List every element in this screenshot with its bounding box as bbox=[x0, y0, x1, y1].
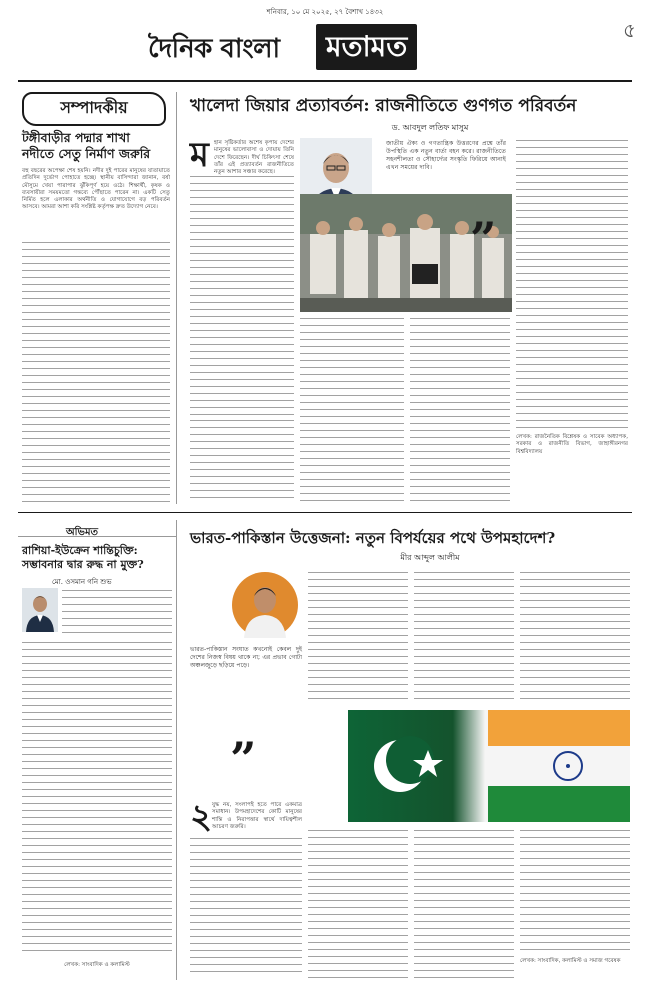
opinion-author: মো. ওসমান গনি শুভ bbox=[52, 578, 112, 586]
lead-col-4 bbox=[516, 140, 628, 430]
opinion-caption: লেখক: সাংবাদিক ও কলামিস্ট bbox=[64, 962, 130, 968]
lead-dropcap: ম bbox=[190, 135, 209, 175]
editorial-headline: টঙ্গীবাড়ীর পদ্মার শাখা নদীতে সেতু নির্মাণ জরুরি bbox=[22, 130, 151, 161]
lead-author: ড. আবদুল লতিফ মাসুম bbox=[391, 123, 469, 132]
lead-caption: লেখক: রাজনৈতিক বিশ্লেষক ও সাবেক অধ্যাপক, সরকার ও রাজনীতি বিভাগ, জাহাঙ্গীরনগর বিশ্ববিদ্যালয় bbox=[516, 434, 628, 455]
lead-headline: খালেদা জিয়ার প্রত্যাবর্তন: রাজনীতিতে গুণগত পরিবর্তন bbox=[190, 96, 577, 116]
second-col-2 bbox=[308, 572, 408, 704]
second-author-bio: ভারত-পাকিস্তান সংঘাত কখনোই কেবল দুই দেশের নিজস্ব বিষয় থাকে না; এর প্রভাব গোটা অঞ্চলজুড়ে ছড়িয়ে পড়ে। bbox=[190, 646, 302, 669]
page-number: ৫ bbox=[623, 18, 636, 42]
masthead bbox=[148, 24, 508, 72]
editorial-body: বহু বছরের অপেক্ষা শেষ হয়নি। নদীর দুই পারের মানুষের যাতায়াতে প্রতিদিন দুর্ভোগ পোহাতে হচ্ছে। স্থানীয় বাসিন্দারা জানান, বর্ষা মৌসুমে খেয়া পারাপার ঝুঁকিপূর্ণ হয়ে ওঠে। শিক্ষার্থী, কৃষক ও ব্যবসায়ীরা সময়মতো গন্তব্যে পৌঁছাতে পারেন না। একটি সেতু নির্মিত হলে এলাকার অর্থনীতি ও যোগাযোগে বড় পরিবর্তন আসবে। আমরা আশা করি সংশ্লিষ্ট কর্তৃপক্ষ দ্রুত উদ্যোগ নেবে। bbox=[22, 168, 170, 211]
opinion-text bbox=[22, 642, 172, 956]
opinion-text-top bbox=[62, 590, 172, 638]
masthead-section: মতামত bbox=[316, 24, 417, 70]
flags-photo bbox=[308, 710, 630, 822]
opinion-portrait-graphic bbox=[22, 588, 58, 632]
opinion-headline: রাশিয়া-ইউক্রেন শান্তিচুক্তি: সম্ভাবনার দ্বার রুদ্ধ না মুক্ত? bbox=[22, 544, 144, 571]
lead-col-2 bbox=[300, 318, 404, 504]
lead-col-1 bbox=[190, 176, 294, 416]
second-headline: ভারত-পাকিস্তান উত্তেজনা: নতুন বিপর্যয়ের পথে উপমহাদেশ? bbox=[190, 529, 556, 547]
second-col-5 bbox=[308, 830, 408, 978]
second-author-photo bbox=[232, 572, 298, 638]
second-col-7 bbox=[520, 830, 630, 954]
column-divider bbox=[176, 92, 177, 504]
quote-icon-2: ” bbox=[230, 732, 257, 786]
second-col-4 bbox=[520, 572, 630, 704]
lead-intro: হান সৃষ্টিকর্তার অশেষ কৃপায় দেশের মানুষের ভালোবাসা ও দোয়ায় তিনি দেশে ফিরেছেন। দীর্ঘ চিকিৎসা শেষে তাঁর এই প্রত্যাবর্তন রাজনীতিতে নতুন আশার সঞ্চার করেছে। bbox=[214, 140, 294, 176]
second-dropcap: ২ bbox=[190, 797, 213, 837]
second-pull-quote: যুদ্ধ নয়, সংলাপই হতে পারে একমাত্র সমাধান। উপমহাদেশের কোটি মানুষের শান্তি ও নিরাপত্তার স্বার্থে দায়িত্বশীল আচরণ জরুরি। bbox=[212, 802, 302, 830]
second-col-1 bbox=[190, 838, 302, 978]
lead-col-1b bbox=[190, 420, 294, 504]
masthead-title: দৈনিক বাংলা bbox=[148, 34, 280, 64]
opinion-label-bar bbox=[18, 520, 176, 537]
flags-graphic bbox=[308, 710, 630, 822]
second-caption: লেখক: সাংবাদিক, কলামিস্ট ও সমাজ গবেষক bbox=[520, 958, 621, 964]
header-rule bbox=[18, 80, 632, 82]
lead-pull-quote: জাতীয় ঐক্য ও গণতান্ত্রিক উত্তরণের প্রশ্নে তাঁর উপস্থিতি এক নতুন বার্তা বহন করে। রাজনীতিতে সহনশীলতা ও সৌহার্দ্যের সংস্কৃতি ফিরিয়ে আনাই এখন সময়ের দাবি। bbox=[386, 140, 506, 171]
second-portrait-graphic bbox=[232, 572, 298, 638]
dateline: শনিবার, ১০ মে ২০২৫, ২৭ বৈশাখ ১৪৩২ bbox=[266, 8, 384, 16]
opinion-author-photo bbox=[22, 588, 58, 632]
editorial-text-block bbox=[22, 242, 170, 504]
opinion-label: অভিমত bbox=[66, 527, 99, 538]
second-col-3 bbox=[414, 572, 514, 704]
second-author: মীর আব্দুল আলীম bbox=[400, 553, 460, 562]
column-divider-2 bbox=[176, 520, 177, 980]
quote-icon: ” bbox=[470, 212, 497, 266]
editorial-label: সম্পাদকীয় bbox=[22, 92, 166, 126]
lead-col-3 bbox=[410, 318, 510, 504]
section-rule bbox=[18, 512, 632, 513]
second-col-6 bbox=[414, 830, 514, 978]
